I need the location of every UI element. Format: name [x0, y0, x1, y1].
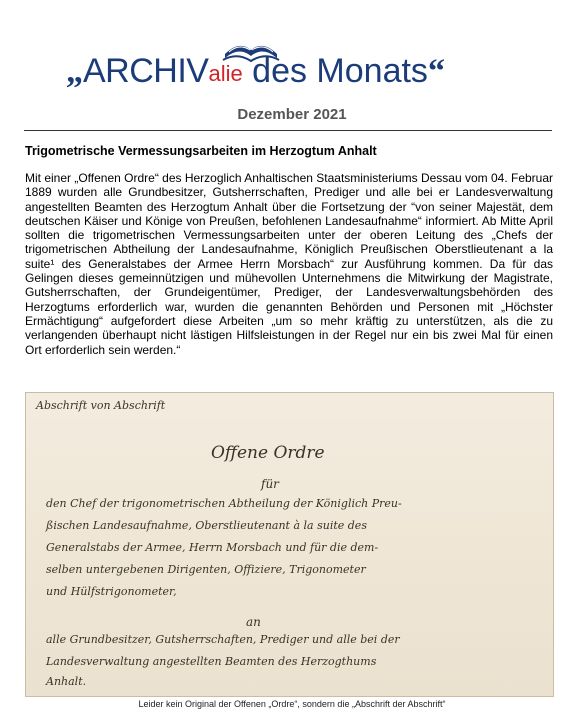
manuscript-line: an — [246, 615, 261, 629]
manuscript-line: alle Grundbesitzer, Gutsherrschaften, Prediger und alle bei der — [46, 633, 400, 646]
logo-des-monats-text: des Monats — [242, 52, 428, 90]
manuscript-line: für — [261, 477, 279, 491]
archivalie-logo — [66, 52, 526, 110]
manuscript-line: den Chef der trigonometrischen Abtheilung der Königlich Preu- — [46, 497, 402, 510]
manuscript-line: Generalstabs der Armee, Herrn Morsbach und für die dem- — [46, 541, 379, 554]
image-caption: Leider kein Original der Offenen „Ordre“, sondern die „Abschrift der Abschrift“ — [138, 699, 446, 709]
logo-open-quote: „ — [66, 53, 83, 90]
manuscript-line: ßischen Landesaufnahme, Oberstlieutenant à la suite des — [46, 519, 367, 532]
logo-close-quote: “ — [427, 53, 445, 90]
open-book-icon — [221, 34, 281, 68]
manuscript-line: Abschrift von Abschrift — [36, 399, 166, 412]
logo-alie-text: alie — [208, 61, 243, 86]
issue-month: Dezember 2021 — [237, 106, 347, 123]
manuscript-image — [25, 392, 554, 697]
divider — [24, 130, 552, 131]
logo-archiv-text: ARCHIV — [83, 52, 209, 90]
manuscript-line: Landesverwaltung angestellten Beamten des Herzogthums — [46, 655, 377, 668]
article-title: Trigometrische Vermessungsarbeiten im Herzogtum Anhalt — [25, 144, 377, 158]
manuscript-line: selben untergebenen Dirigenten, Offiziere, Trigonometer — [46, 563, 366, 576]
article-body: Mit einer „Offenen Ordre“ des Herzoglich Anhaltischen Staatsministeriums Dessau vom 04. Februar 1889 wurden alle Grundbesitzer, Gutsherrschaften, Prediger und alle bei er Landesverwaltung angestellten Beamten des Herzogtum Anhalt über die Fortsetzung der “von seiner Majestät, dem deutschen Käiser und Könige von Preußen, befohlenen Landesaufnahme“ informiert. Ab Mitte April sollten die trigometrischen Vermessungsarbeiten unter der oberen Leitung des „Chefs der trigometrischen Abtheilung der Landesaufnahme, Königlich Preußischen Oberstlieutenant a la suite¹ des Generalstabes der Armee Herrn Morsbach“ zur Ausführung kommen. Da für das Gelingen dieses gemeinnützigen und mühevollen Unternehmens die Mitwirkung der Magistrate, Gutsherrschaften, der Grundeigentümer, Prediger, der Landesverwaltungsbehörden des Herzogtums erforderlich war, wurden die genannten Behörden und Personen mit „Höchster Ermächtigung“ aufgefordert diese Arbeiten „um so mehr kräftig zu unterstützen, als die zu verlangenden überhaupt nicht lästigen Hilfsleistungen in der Regel nur ein bis zwei Mal für einen Ort erforderlich sein werden.“ — [25, 171, 554, 357]
manuscript-line: und Hülfstrigonometer, — [46, 585, 177, 598]
manuscript-line: Anhalt. — [46, 675, 87, 688]
manuscript-line: Offene Ordre — [211, 443, 325, 463]
